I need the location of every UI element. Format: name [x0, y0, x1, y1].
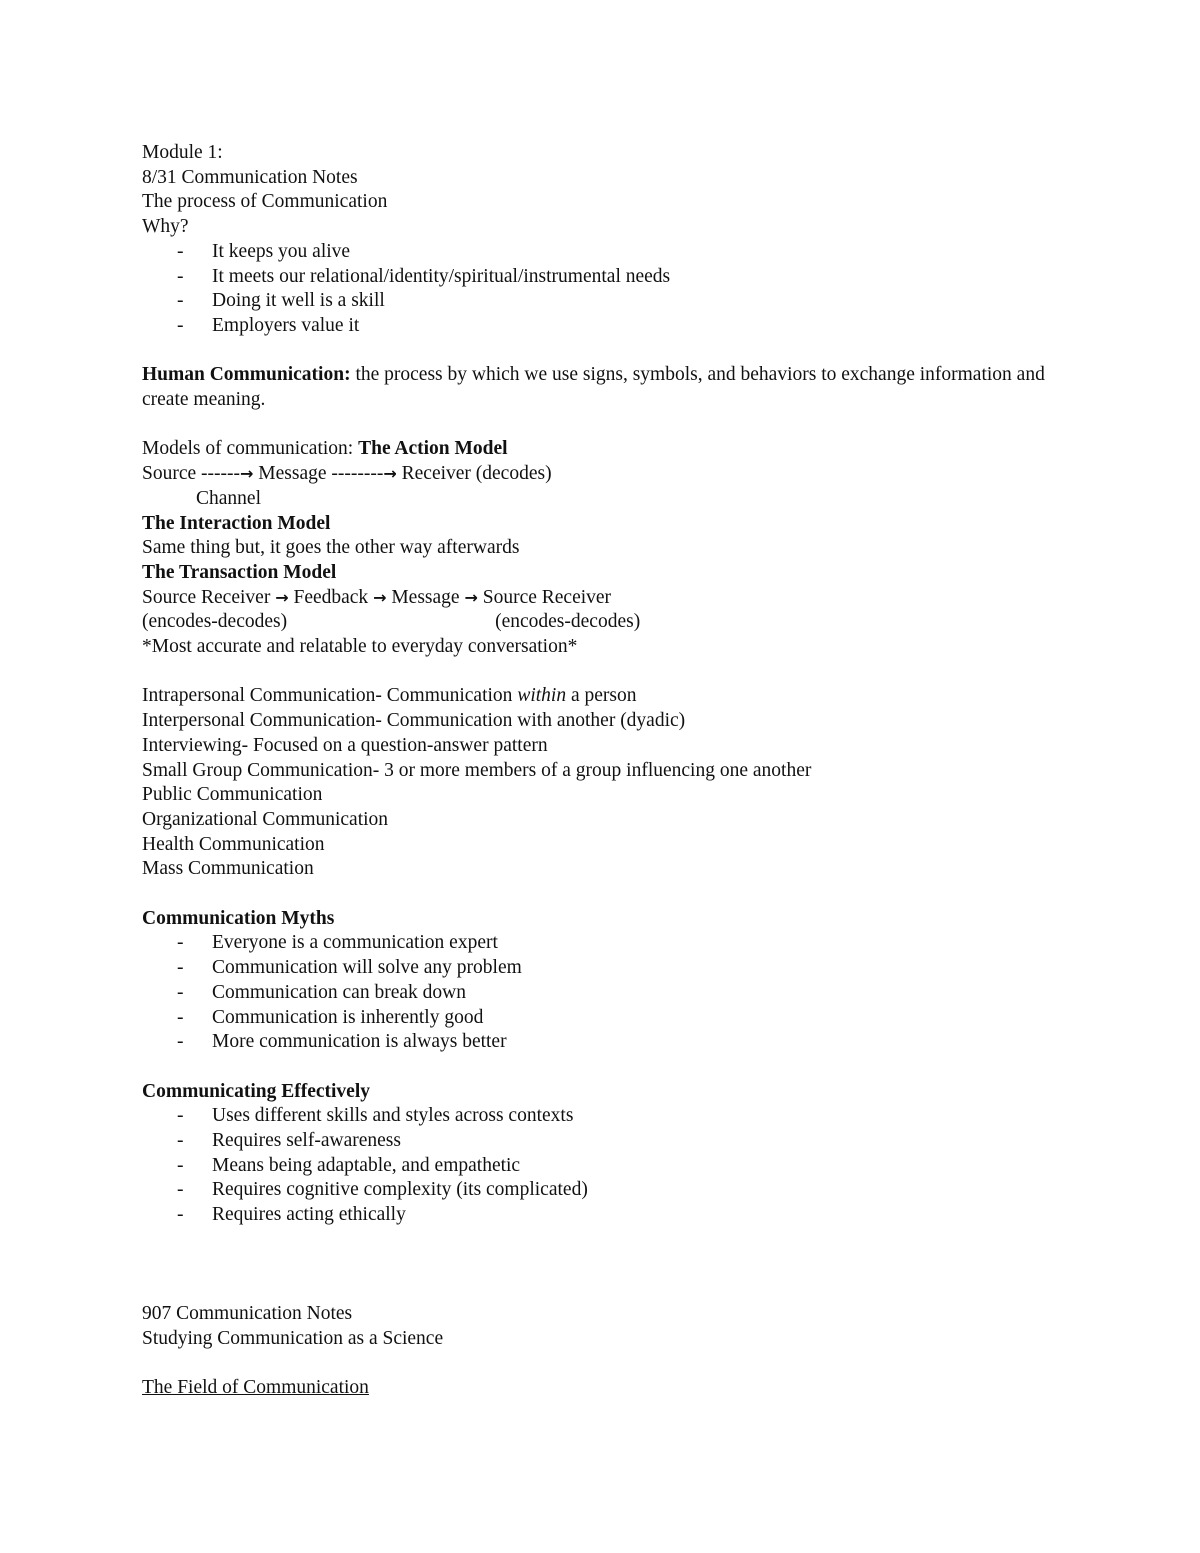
interviewing-line: Interviewing- Focused on a question-answer pattern — [142, 734, 548, 756]
health-line: Health Communication — [142, 833, 325, 855]
list-item: - Communication will solve any problem — [177, 957, 522, 979]
document-page — [142, 141, 1062, 1401]
list-item: - Communication is inherently good — [177, 1006, 484, 1028]
transaction-model-flow: Source Receiver → Feedback → Message → Source Receiver — [142, 586, 612, 608]
organizational-line: Organizational Communication — [142, 808, 389, 830]
second-topic-line: Studying Communication as a Science — [142, 1327, 444, 1349]
definition-paragraph — [142, 363, 1062, 412]
arrow-right-icon: → — [464, 587, 478, 607]
models-intro: Models of communication: The Action Model — [142, 438, 508, 460]
action-model-title: The Action Model — [358, 438, 508, 460]
list-item: - Requires cognitive complexity (its complicated) — [177, 1179, 588, 1201]
list-item: - Employers value it — [177, 314, 360, 336]
transaction-note: *Most accurate and relatable to everyday conversation* — [142, 636, 578, 658]
arrow-right-icon: → — [240, 464, 254, 484]
list-item: - More communication is always better — [177, 1031, 507, 1053]
list-item: - It meets our relational/identity/spiritual/instrumental needs — [177, 265, 671, 287]
topic-line: The process of Communication — [142, 191, 388, 213]
second-notes-title: 907 Communication Notes — [142, 1302, 353, 1324]
field-heading: The Field of Communication — [142, 1377, 369, 1399]
interaction-model-title: The Interaction Model — [142, 512, 331, 534]
transaction-model-title: The Transaction Model — [142, 561, 337, 583]
notes-title: 8/31 Communication Notes — [142, 166, 358, 188]
list-item: - It keeps you alive — [177, 240, 351, 262]
intrapersonal-line: Intrapersonal Communication- Communication within a person — [142, 685, 637, 707]
arrow-right-icon: → — [373, 587, 387, 607]
interpersonal-line: Interpersonal Communication- Communication with another (dyadic) — [142, 710, 686, 732]
mass-line: Mass Communication — [142, 858, 314, 880]
list-item: - Uses different skills and styles across contexts — [177, 1105, 574, 1127]
why-line: Why? — [142, 216, 189, 238]
list-item: - Communication can break down — [177, 981, 466, 1003]
public-line: Public Communication — [142, 784, 323, 806]
definition-text: the process by which we use signs, symbols, and behaviors to exchange information and create meaning. — [142, 364, 1045, 411]
list-item: - Requires self-awareness — [177, 1130, 401, 1152]
interaction-model-desc: Same thing but, it goes the other way afterwards — [142, 537, 520, 559]
list-item: - Everyone is a communication expert — [177, 932, 498, 954]
definition-term: Human Communication: — [142, 364, 351, 386]
list-item: - Requires acting ethically — [177, 1204, 406, 1226]
list-item: - Doing it well is a skill — [177, 290, 385, 312]
channel-label: Channel — [196, 487, 261, 509]
effective-heading: Communicating Effectively — [142, 1080, 371, 1102]
action-model-flow: Source ------→ Message --------→ Receiver (decodes) — [142, 463, 552, 485]
arrow-right-icon: → — [275, 587, 289, 607]
list-item: - Means being adaptable, and empathetic — [177, 1154, 521, 1176]
myths-heading: Communication Myths — [142, 907, 335, 929]
encodes-decodes-line: (encodes-decodes) (encodes-decodes) — [142, 611, 641, 633]
arrow-right-icon: → — [383, 464, 397, 484]
module-label: Module 1: — [142, 142, 223, 163]
small-group-line: Small Group Communication- 3 or more members of a group influencing one another — [142, 759, 812, 781]
